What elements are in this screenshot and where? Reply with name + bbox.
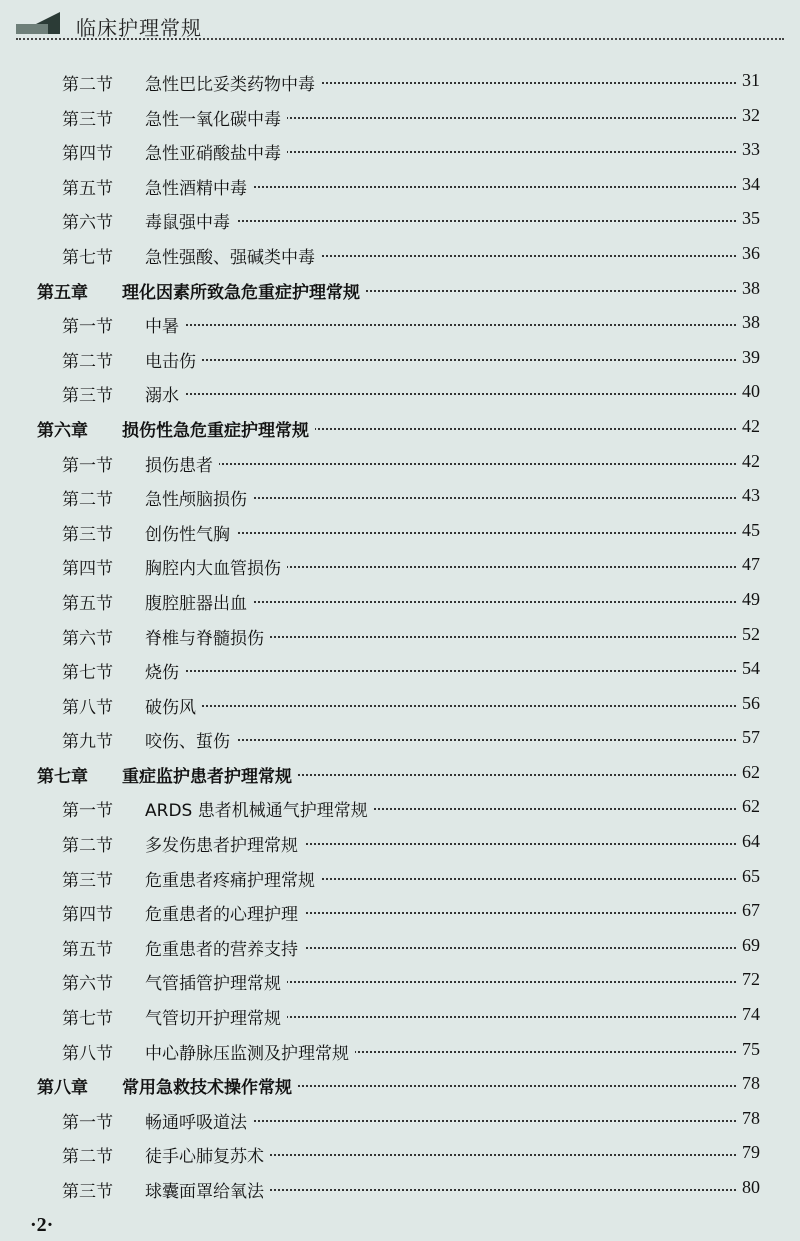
section-label: 第六节 xyxy=(62,974,113,995)
page-ref: 64 xyxy=(736,831,760,852)
page-ref: 79 xyxy=(736,1142,760,1163)
dot-leader xyxy=(150,359,756,361)
section-label: 第三节 xyxy=(62,109,113,130)
section-label: 第六节 xyxy=(62,628,113,649)
toc-chapter-row[interactable] xyxy=(0,1069,800,1104)
page-ref: 80 xyxy=(736,1177,760,1198)
page-ref: 32 xyxy=(736,105,760,126)
section-title: 危重患者疼痛护理常规 xyxy=(145,866,321,891)
section-title: 破伤风 xyxy=(145,693,202,718)
chapter-label: 第七章 xyxy=(37,766,88,787)
toc-section-row[interactable] xyxy=(0,585,800,620)
toc-section-row[interactable] xyxy=(0,689,800,724)
section-label: 第二节 xyxy=(62,75,113,95)
page-ref: 56 xyxy=(736,693,760,714)
section-label: 第四节 xyxy=(62,559,113,580)
section-title: 中心静脉压监测及护理常规 xyxy=(145,1039,355,1064)
section-label: 第五节 xyxy=(62,178,113,199)
section-label: 第五节 xyxy=(62,939,113,960)
section-title: 急性酒精中毒 xyxy=(145,174,253,199)
page-ref: 47 xyxy=(736,554,760,575)
chapter-label: 第八章 xyxy=(37,1078,88,1099)
dot-leader xyxy=(150,670,756,672)
section-label: 第八节 xyxy=(62,697,113,718)
section-label: 第四节 xyxy=(62,144,113,165)
section-title: 气管插管护理常规 xyxy=(145,969,287,994)
page-ref: 78 xyxy=(736,1108,760,1129)
section-label: 第三节 xyxy=(62,870,113,891)
section-title: 急性颅脑损伤 xyxy=(145,485,253,510)
section-label: 第二节 xyxy=(62,351,113,372)
page-ref: 35 xyxy=(736,208,760,229)
page-ref: 45 xyxy=(736,520,760,541)
section-title: 危重患者的心理护理 xyxy=(145,900,304,925)
toc-section-row[interactable] xyxy=(0,931,800,966)
page-ref: 36 xyxy=(736,243,760,264)
section-title: 创伤性气胸 xyxy=(145,520,236,545)
section-label: 第一节 xyxy=(62,455,113,476)
toc-section-row[interactable] xyxy=(0,239,800,274)
section-label: 第七节 xyxy=(62,247,113,268)
toc-section-row[interactable] xyxy=(0,516,800,551)
toc-section-row[interactable] xyxy=(0,204,800,239)
chapter-label: 第六章 xyxy=(37,420,88,441)
toc-section-row[interactable] xyxy=(0,896,800,931)
section-title: 急性巴比妥类药物中毒 xyxy=(145,70,321,95)
toc-section-row[interactable] xyxy=(0,862,800,897)
section-label: 第三节 xyxy=(62,386,113,407)
dot-leader xyxy=(150,220,756,222)
page-ref: 38 xyxy=(736,312,760,333)
section-title: 损伤患者 xyxy=(145,451,219,476)
toc-section-row[interactable] xyxy=(0,170,800,205)
dot-leader xyxy=(150,463,756,465)
section-title: ARDS 患者机械通气护理常规 xyxy=(145,796,374,821)
page-ref: 74 xyxy=(736,1004,760,1025)
toc-section-row[interactable] xyxy=(0,66,800,101)
toc-section-row[interactable] xyxy=(0,1035,800,1070)
toc-section-row[interactable] xyxy=(0,101,800,136)
section-title: 电击伤 xyxy=(145,347,202,372)
chapter-title: 重症监护患者护理常规 xyxy=(122,762,298,787)
toc-section-row[interactable] xyxy=(0,343,800,378)
page-ref: 62 xyxy=(736,762,760,783)
page-ref: 75 xyxy=(736,1039,760,1060)
page-ref: 34 xyxy=(736,174,760,195)
toc-section-row[interactable] xyxy=(0,377,800,412)
toc-section-row[interactable] xyxy=(0,1104,800,1139)
section-label: 第二节 xyxy=(62,490,113,511)
section-title: 溺水 xyxy=(145,381,185,406)
section-label: 第一节 xyxy=(62,801,113,822)
section-title: 脊椎与脊髓损伤 xyxy=(145,624,270,649)
dot-leader xyxy=(150,532,756,534)
section-title: 多发伤患者护理常规 xyxy=(145,831,304,856)
page-header xyxy=(0,0,800,40)
section-title: 危重患者的营养支持 xyxy=(145,935,304,960)
page-ref: 39 xyxy=(736,347,760,368)
section-label: 第三节 xyxy=(62,1182,113,1202)
chapter-title: 损伤性急危重症护理常规 xyxy=(122,416,315,441)
section-title: 胸腔内大血管损伤 xyxy=(145,554,287,579)
section-label: 第四节 xyxy=(62,905,113,926)
toc-section-row[interactable] xyxy=(0,620,800,655)
toc-section-row[interactable] xyxy=(0,792,800,827)
section-title: 急性强酸、强碱类中毒 xyxy=(145,243,321,268)
section-label: 第八节 xyxy=(62,1043,113,1064)
section-label: 第六节 xyxy=(62,213,113,234)
page-number: ·2· xyxy=(30,1214,54,1236)
page-ref: 42 xyxy=(736,451,760,472)
chapter-title: 理化因素所致急危重症护理常规 xyxy=(122,278,366,303)
page-ref: 78 xyxy=(736,1073,760,1094)
chapter-title: 常用急救技术操作常规 xyxy=(122,1073,298,1098)
page-ref: 62 xyxy=(736,796,760,817)
section-title: 徒手心肺复苏术 xyxy=(145,1142,270,1167)
page-ref: 33 xyxy=(736,139,760,160)
page-ref: 43 xyxy=(736,485,760,506)
toc-section-row[interactable] xyxy=(0,1138,800,1173)
page-ref: 72 xyxy=(736,969,760,990)
section-title: 咬伤、蜇伤 xyxy=(145,727,236,752)
table-of-contents xyxy=(0,66,800,1208)
dot-leader xyxy=(150,393,756,395)
section-label: 第二节 xyxy=(62,836,113,857)
chapter-label: 第五章 xyxy=(37,282,88,303)
section-title: 中暑 xyxy=(145,312,185,337)
page-ref: 38 xyxy=(736,278,760,299)
toc-section-row[interactable] xyxy=(0,965,800,1000)
toc-section-row[interactable] xyxy=(0,827,800,862)
section-title: 腹腔脏器出血 xyxy=(145,589,253,614)
dot-leader xyxy=(150,705,756,707)
toc-section-row[interactable] xyxy=(0,1000,800,1035)
toc-section-row[interactable] xyxy=(0,723,800,758)
toc-section-row[interactable] xyxy=(0,135,800,170)
page-ref: 52 xyxy=(736,624,760,645)
section-label: 第七节 xyxy=(62,1009,113,1030)
section-label: 第一节 xyxy=(62,1112,113,1133)
page-ref: 67 xyxy=(736,900,760,921)
section-title: 烧伤 xyxy=(145,658,185,683)
page-ref: 69 xyxy=(736,935,760,956)
toc-chapter-row[interactable] xyxy=(0,758,800,793)
page-ref: 57 xyxy=(736,727,760,748)
page-ref: 40 xyxy=(736,381,760,402)
section-title: 气管切开护理常规 xyxy=(145,1004,287,1029)
section-label: 第二节 xyxy=(62,1147,113,1168)
section-title: 毒鼠强中毒 xyxy=(145,208,236,233)
running-title: 临床护理常规 xyxy=(76,16,202,40)
toc-section-row[interactable] xyxy=(0,481,800,516)
header-rule xyxy=(16,38,784,40)
page-ref: 65 xyxy=(736,866,760,887)
toc-section-row[interactable] xyxy=(0,1173,800,1208)
header-decoration-icon xyxy=(16,12,60,34)
toc-chapter-row[interactable] xyxy=(0,274,800,309)
section-label: 第一节 xyxy=(62,317,113,338)
section-title: 球囊面罩给氧法 xyxy=(145,1177,270,1202)
page-ref: 49 xyxy=(736,589,760,610)
toc-chapter-row[interactable] xyxy=(0,412,800,447)
toc-section-row[interactable] xyxy=(0,654,800,689)
page-ref: 54 xyxy=(736,658,760,679)
toc-section-row[interactable] xyxy=(0,550,800,585)
dot-leader xyxy=(150,739,756,741)
toc-section-row[interactable] xyxy=(0,447,800,482)
toc-section-row[interactable] xyxy=(0,308,800,343)
section-title: 畅通呼吸道法 xyxy=(145,1108,253,1133)
section-label: 第三节 xyxy=(62,524,113,545)
page-ref: 31 xyxy=(736,70,760,91)
section-label: 第七节 xyxy=(62,663,113,684)
section-title: 急性一氧化碳中毒 xyxy=(145,105,287,130)
section-label: 第九节 xyxy=(62,732,113,753)
section-title: 急性亚硝酸盐中毒 xyxy=(145,139,287,164)
page-ref: 42 xyxy=(736,416,760,437)
section-label: 第五节 xyxy=(62,593,113,614)
dot-leader xyxy=(150,324,756,326)
